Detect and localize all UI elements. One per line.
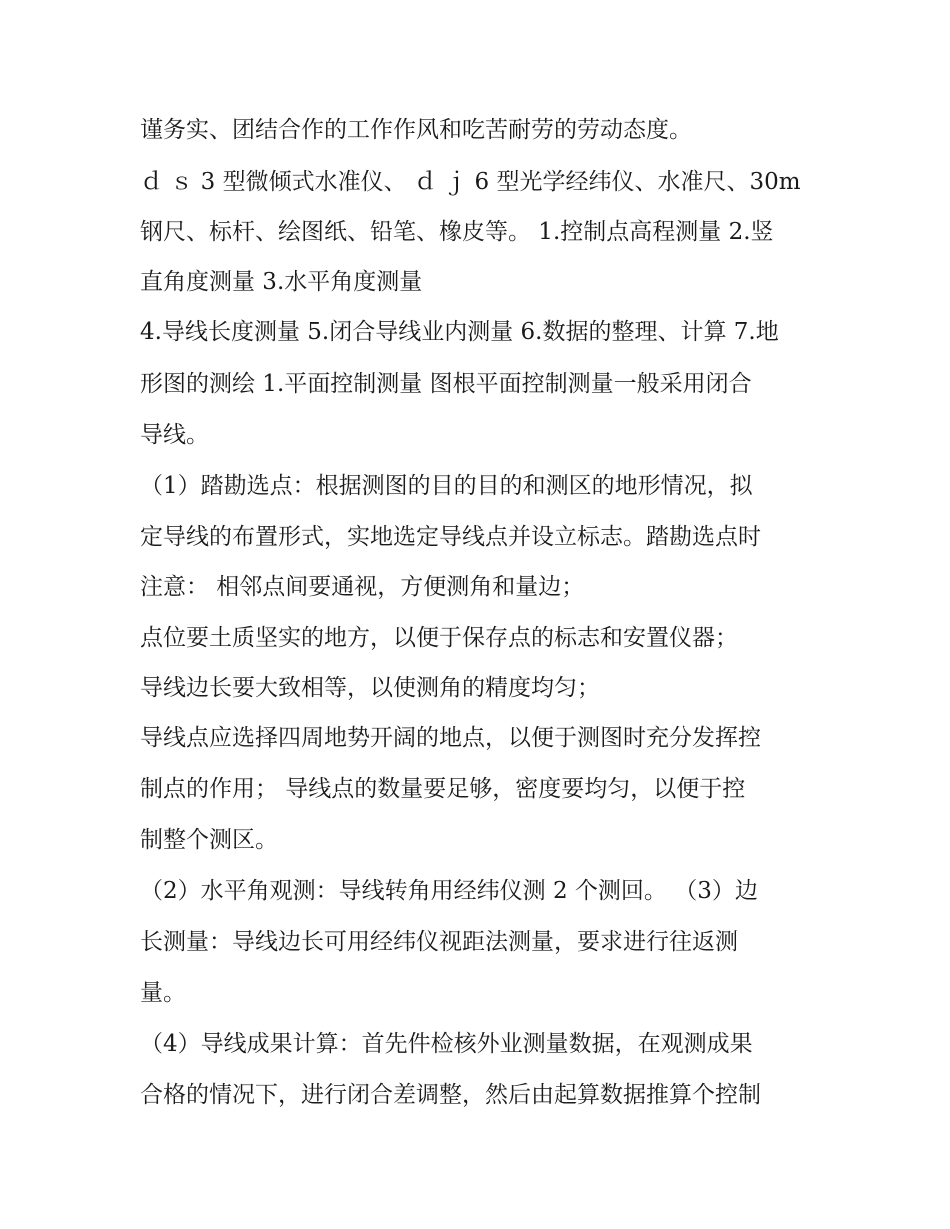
- text-line: （2）水平角观测：导线转角用经纬仪测 2 个测回。 （3）边: [140, 878, 758, 904]
- text-line: 形图的测绘 1.平面控制测量 图根平面控制测量一般采用闭合: [140, 371, 752, 397]
- text-line: 直角度测量 3.水平角度测量: [140, 269, 423, 295]
- text-line: 点位要土质坚实的地方，以便于保存点的标志和安置仪器；: [140, 625, 738, 651]
- text-line: 制点的作用； 导线点的数量要足够，密度要均匀，以便于控: [140, 776, 746, 802]
- text-line: 谨务实、团结合作的工作作风和吃苦耐劳的劳动态度。: [140, 117, 692, 143]
- text-line: 注意： 相邻点间要通视，方便测角和量边；: [140, 574, 585, 600]
- text-line: 量。: [140, 980, 186, 1006]
- text-line: 合格的情况下，进行闭合差调整，然后由起算数据推算个控制: [140, 1082, 761, 1108]
- text-line: ｄ ｓ 3 型微倾式水准仪、 ｄ ｊ 6 型光学经纬仪、水准尺、30m: [140, 169, 801, 195]
- text-line: 钢尺、标杆、绘图纸、铅笔、橡皮等。 1.控制点高程测量 2.竖: [140, 219, 774, 245]
- text-line: 导线点应选择四周地势开阔的地点，以便于测图时充分发挥控: [140, 725, 761, 751]
- text-line: 制整个测区。: [140, 827, 278, 853]
- text-line: 导线。: [140, 422, 209, 448]
- text-line: （4）导线成果计算：首先件检核外业测量数据，在观测成果: [140, 1031, 753, 1057]
- text-line: 定导线的布置形式，实地选定导线点并设立标志。踏勘选点时: [140, 524, 761, 550]
- text-line: 长测量：导线边长可用经纬仪视距法测量，要求进行往返测: [140, 929, 738, 955]
- text-line: （1）踏勘选点：根据测图的目的目的和测区的地形情况，拟: [140, 473, 753, 499]
- text-line: 导线边长要大致相等，以使测角的精度均匀；: [140, 675, 600, 701]
- text-line: 4.导线长度测量 5.闭合导线业内测量 6.数据的整理、计算 7.地: [140, 319, 779, 345]
